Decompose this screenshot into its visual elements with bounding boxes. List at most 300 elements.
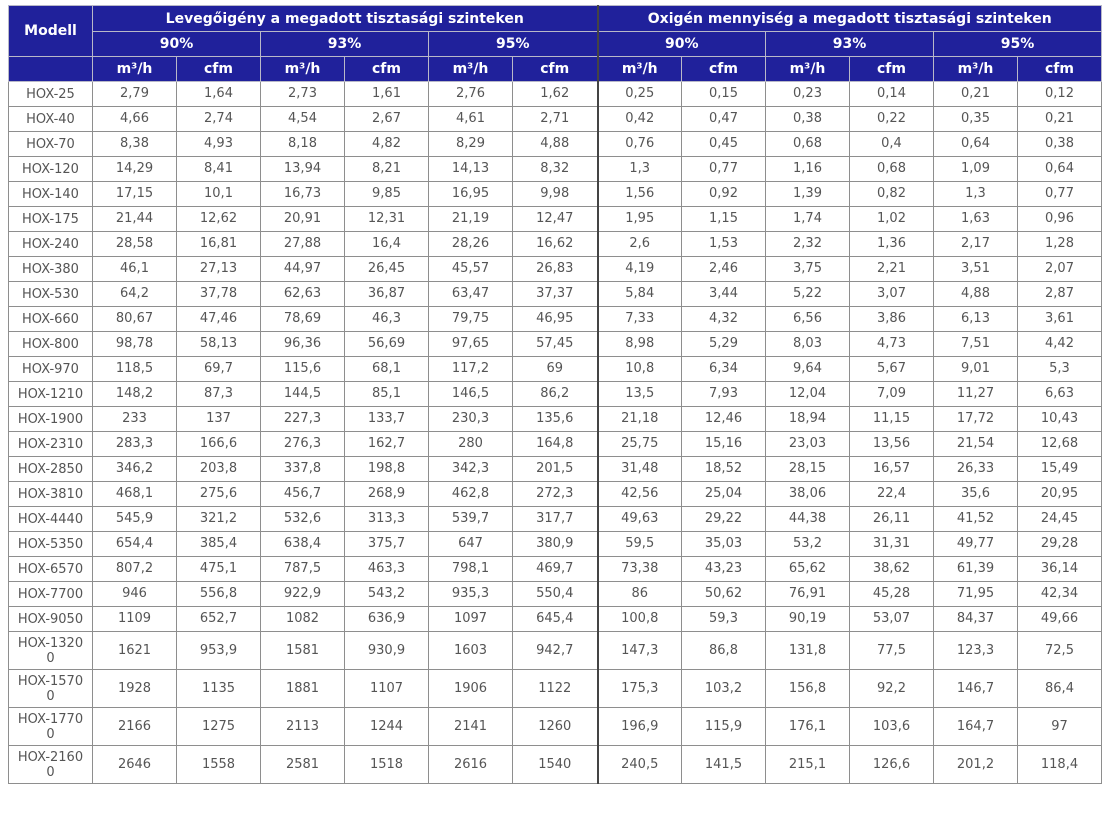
value-cell: 233: [93, 407, 177, 432]
value-cell: 144,5: [261, 382, 345, 407]
value-cell: 25,75: [598, 432, 682, 457]
model-name: HOX-13200: [17, 635, 84, 666]
value-cell: 1581: [261, 632, 345, 670]
value-cell: 86,4: [1018, 670, 1102, 708]
model-cell: [9, 382, 93, 407]
spec-table-body: [9, 82, 1102, 784]
value-cell: 2,73: [261, 82, 345, 107]
value-cell: 73,38: [598, 557, 682, 582]
value-cell: 7,33: [598, 307, 682, 332]
value-cell: 3,86: [850, 307, 934, 332]
value-cell: 76,91: [766, 582, 850, 607]
value-cell: 36,14: [1018, 557, 1102, 582]
value-cell: 0,21: [934, 82, 1018, 107]
value-cell: 23,03: [766, 432, 850, 457]
value-cell: 117,2: [429, 357, 513, 382]
value-cell: 532,6: [261, 507, 345, 532]
value-cell: 13,56: [850, 432, 934, 457]
model-cell: [9, 232, 93, 257]
model-name: HOX-3810: [17, 486, 84, 502]
value-cell: 0,38: [1018, 132, 1102, 157]
value-cell: 20,91: [261, 207, 345, 232]
value-cell: 97,65: [429, 332, 513, 357]
value-cell: 59,3: [682, 607, 766, 632]
value-cell: 4,42: [1018, 332, 1102, 357]
model-cell: [9, 557, 93, 582]
value-cell: 1109: [93, 607, 177, 632]
value-cell: 44,97: [261, 257, 345, 282]
model-cell: [9, 670, 93, 708]
value-cell: 1135: [177, 670, 261, 708]
value-cell: 50,62: [682, 582, 766, 607]
value-cell: 3,44: [682, 282, 766, 307]
value-cell: 21,44: [93, 207, 177, 232]
value-cell: 5,67: [850, 357, 934, 382]
value-cell: 0,92: [682, 182, 766, 207]
value-cell: 135,6: [513, 407, 598, 432]
value-cell: 1,95: [598, 207, 682, 232]
value-cell: 27,88: [261, 232, 345, 257]
value-cell: 0,14: [850, 82, 934, 107]
value-cell: 0,77: [1018, 182, 1102, 207]
value-cell: 65,62: [766, 557, 850, 582]
value-cell: 1928: [93, 670, 177, 708]
value-cell: 1558: [177, 746, 261, 784]
value-cell: 12,47: [513, 207, 598, 232]
unit-cfm-header: cfm: [682, 57, 766, 82]
value-cell: 1107: [345, 670, 429, 708]
value-cell: 2,79: [93, 82, 177, 107]
value-cell: 1,63: [934, 207, 1018, 232]
value-cell: 59,5: [598, 532, 682, 557]
model-cell: [9, 407, 93, 432]
value-cell: 3,61: [1018, 307, 1102, 332]
value-cell: 0,76: [598, 132, 682, 157]
value-cell: 56,69: [345, 332, 429, 357]
unit-m3h-header: m³/h: [261, 57, 345, 82]
value-cell: 37,78: [177, 282, 261, 307]
value-cell: 550,4: [513, 582, 598, 607]
value-cell: 469,7: [513, 557, 598, 582]
value-cell: 18,94: [766, 407, 850, 432]
value-cell: 45,57: [429, 257, 513, 282]
value-cell: 78,69: [261, 307, 345, 332]
value-cell: 15,16: [682, 432, 766, 457]
value-cell: 21,19: [429, 207, 513, 232]
value-cell: 69: [513, 357, 598, 382]
value-cell: 272,3: [513, 482, 598, 507]
value-cell: 4,66: [93, 107, 177, 132]
value-cell: 28,26: [429, 232, 513, 257]
value-cell: 0,21: [1018, 107, 1102, 132]
value-cell: 10,43: [1018, 407, 1102, 432]
model-name: HOX-15700: [17, 673, 84, 704]
model-cell: [9, 82, 93, 107]
value-cell: 44,38: [766, 507, 850, 532]
value-cell: 275,6: [177, 482, 261, 507]
value-cell: 0,77: [682, 157, 766, 182]
value-cell: 1,64: [177, 82, 261, 107]
value-cell: 38,62: [850, 557, 934, 582]
table-row: [9, 382, 1102, 407]
value-cell: 1603: [429, 632, 513, 670]
value-cell: 13,5: [598, 382, 682, 407]
value-cell: 462,8: [429, 482, 513, 507]
value-cell: 4,32: [682, 307, 766, 332]
value-cell: 0,22: [850, 107, 934, 132]
value-cell: 946: [93, 582, 177, 607]
value-cell: 29,28: [1018, 532, 1102, 557]
value-cell: 14,13: [429, 157, 513, 182]
value-cell: 46,3: [345, 307, 429, 332]
value-cell: 2166: [93, 708, 177, 746]
value-cell: 1540: [513, 746, 598, 784]
value-cell: 29,22: [682, 507, 766, 532]
air-group-header: Levegőigény a megadott tisztasági szinteken: [93, 6, 598, 32]
value-cell: 21,54: [934, 432, 1018, 457]
value-cell: 2113: [261, 708, 345, 746]
table-row: [9, 132, 1102, 157]
value-cell: 53,2: [766, 532, 850, 557]
value-cell: 6,56: [766, 307, 850, 332]
value-cell: 0,15: [682, 82, 766, 107]
value-cell: 2,21: [850, 257, 934, 282]
model-name: HOX-21600: [17, 749, 84, 780]
value-cell: 164,7: [934, 708, 1018, 746]
value-cell: 176,1: [766, 708, 850, 746]
value-cell: 0,35: [934, 107, 1018, 132]
value-cell: 5,22: [766, 282, 850, 307]
model-cell: [9, 157, 93, 182]
table-row: [9, 507, 1102, 532]
value-cell: 0,12: [1018, 82, 1102, 107]
value-cell: 98,78: [93, 332, 177, 357]
value-cell: 72,5: [1018, 632, 1102, 670]
value-cell: 9,85: [345, 182, 429, 207]
air-level-93: 93%: [261, 32, 429, 57]
model-cell: [9, 357, 93, 382]
value-cell: 0,96: [1018, 207, 1102, 232]
value-cell: 45,28: [850, 582, 934, 607]
value-cell: 43,23: [682, 557, 766, 582]
value-cell: 645,4: [513, 607, 598, 632]
table-row: [9, 746, 1102, 784]
value-cell: 123,3: [934, 632, 1018, 670]
value-cell: 8,21: [345, 157, 429, 182]
value-cell: 87,3: [177, 382, 261, 407]
table-row: [9, 670, 1102, 708]
value-cell: 35,03: [682, 532, 766, 557]
model-name: HOX-7700: [17, 586, 84, 602]
model-name: HOX-240: [22, 236, 79, 252]
table-row: [9, 632, 1102, 670]
value-cell: 35,6: [934, 482, 1018, 507]
value-cell: 456,7: [261, 482, 345, 507]
value-cell: 652,7: [177, 607, 261, 632]
value-cell: 647: [429, 532, 513, 557]
value-cell: 0,68: [850, 157, 934, 182]
value-cell: 90,19: [766, 607, 850, 632]
value-cell: 342,3: [429, 457, 513, 482]
value-cell: 922,9: [261, 582, 345, 607]
model-cell: [9, 307, 93, 332]
value-cell: 215,1: [766, 746, 850, 784]
value-cell: 49,63: [598, 507, 682, 532]
value-cell: 2,71: [513, 107, 598, 132]
value-cell: 4,88: [934, 282, 1018, 307]
value-cell: 26,33: [934, 457, 1018, 482]
value-cell: 545,9: [93, 507, 177, 532]
value-cell: 16,95: [429, 182, 513, 207]
spec-table-container: [8, 5, 1102, 784]
table-row: [9, 232, 1102, 257]
value-cell: 8,03: [766, 332, 850, 357]
model-cell: [9, 432, 93, 457]
air-level-95: 95%: [429, 32, 598, 57]
unit-m3h-header: m³/h: [93, 57, 177, 82]
model-cell: [9, 457, 93, 482]
model-name: HOX-25: [26, 86, 75, 102]
value-cell: 97: [1018, 708, 1102, 746]
value-cell: 16,81: [177, 232, 261, 257]
value-cell: 12,68: [1018, 432, 1102, 457]
value-cell: 283,3: [93, 432, 177, 457]
value-cell: 41,52: [934, 507, 1018, 532]
value-cell: 942,7: [513, 632, 598, 670]
model-cell: [9, 182, 93, 207]
value-cell: 146,7: [934, 670, 1018, 708]
value-cell: 26,11: [850, 507, 934, 532]
value-cell: 15,49: [1018, 457, 1102, 482]
value-cell: 1,36: [850, 232, 934, 257]
table-row: [9, 582, 1102, 607]
value-cell: 14,29: [93, 157, 177, 182]
value-cell: 1,09: [934, 157, 1018, 182]
value-cell: 3,51: [934, 257, 1018, 282]
value-cell: 0,38: [766, 107, 850, 132]
value-cell: 1,53: [682, 232, 766, 257]
value-cell: 1518: [345, 746, 429, 784]
value-cell: 2,6: [598, 232, 682, 257]
model-name: HOX-2310: [17, 436, 84, 452]
value-cell: 156,8: [766, 670, 850, 708]
value-cell: 11,27: [934, 382, 1018, 407]
value-cell: 61,39: [934, 557, 1018, 582]
value-cell: 84,37: [934, 607, 1018, 632]
value-cell: 115,6: [261, 357, 345, 382]
table-row: [9, 482, 1102, 507]
table-row: [9, 557, 1102, 582]
value-cell: 147,3: [598, 632, 682, 670]
value-cell: 8,98: [598, 332, 682, 357]
unit-m3h-header: m³/h: [934, 57, 1018, 82]
value-cell: 86: [598, 582, 682, 607]
value-cell: 196,9: [598, 708, 682, 746]
value-cell: 12,62: [177, 207, 261, 232]
value-cell: 31,31: [850, 532, 934, 557]
model-cell: [9, 207, 93, 232]
value-cell: 2141: [429, 708, 513, 746]
value-cell: 148,2: [93, 382, 177, 407]
unit-m3h-header: m³/h: [429, 57, 513, 82]
value-cell: 636,9: [345, 607, 429, 632]
value-cell: 12,04: [766, 382, 850, 407]
value-cell: 468,1: [93, 482, 177, 507]
table-row: [9, 407, 1102, 432]
table-row: [9, 432, 1102, 457]
value-cell: 930,9: [345, 632, 429, 670]
value-cell: 321,2: [177, 507, 261, 532]
value-cell: 31,48: [598, 457, 682, 482]
value-cell: 10,1: [177, 182, 261, 207]
table-row: [9, 257, 1102, 282]
value-cell: 141,5: [682, 746, 766, 784]
value-cell: 28,58: [93, 232, 177, 257]
value-cell: 807,2: [93, 557, 177, 582]
oxygen-level-90: 90%: [598, 32, 766, 57]
value-cell: 313,3: [345, 507, 429, 532]
value-cell: 240,5: [598, 746, 682, 784]
model-cell: [9, 708, 93, 746]
value-cell: 96,36: [261, 332, 345, 357]
unit-cfm-header: cfm: [345, 57, 429, 82]
value-cell: 4,19: [598, 257, 682, 282]
value-cell: 80,67: [93, 307, 177, 332]
value-cell: 47,46: [177, 307, 261, 332]
model-name: HOX-2850: [17, 461, 84, 477]
value-cell: 0,42: [598, 107, 682, 132]
value-cell: 1881: [261, 670, 345, 708]
value-cell: 126,6: [850, 746, 934, 784]
value-cell: 8,18: [261, 132, 345, 157]
value-cell: 36,87: [345, 282, 429, 307]
table-row: [9, 182, 1102, 207]
table-row: [9, 157, 1102, 182]
value-cell: 4,54: [261, 107, 345, 132]
model-cell: [9, 282, 93, 307]
value-cell: 1,56: [598, 182, 682, 207]
value-cell: 203,8: [177, 457, 261, 482]
value-cell: 230,3: [429, 407, 513, 432]
value-cell: 13,94: [261, 157, 345, 182]
value-cell: 26,83: [513, 257, 598, 282]
unit-m3h-header: m³/h: [766, 57, 850, 82]
value-cell: 46,1: [93, 257, 177, 282]
value-cell: 1,61: [345, 82, 429, 107]
value-cell: 12,46: [682, 407, 766, 432]
model-name: HOX-6570: [17, 561, 84, 577]
value-cell: 0,4: [850, 132, 934, 157]
model-cell: [9, 107, 93, 132]
unit-cfm-header: cfm: [513, 57, 598, 82]
model-cell: [9, 482, 93, 507]
value-cell: 46,95: [513, 307, 598, 332]
value-cell: 375,7: [345, 532, 429, 557]
value-cell: 1,16: [766, 157, 850, 182]
value-cell: 475,1: [177, 557, 261, 582]
model-cell: [9, 332, 93, 357]
value-cell: 1244: [345, 708, 429, 746]
table-row: [9, 457, 1102, 482]
value-cell: 166,6: [177, 432, 261, 457]
value-cell: 935,3: [429, 582, 513, 607]
value-cell: 10,8: [598, 357, 682, 382]
value-cell: 38,06: [766, 482, 850, 507]
value-cell: 115,9: [682, 708, 766, 746]
value-cell: 85,1: [345, 382, 429, 407]
value-cell: 337,8: [261, 457, 345, 482]
value-cell: 4,93: [177, 132, 261, 157]
oxygen-level-95: 95%: [934, 32, 1102, 57]
value-cell: 12,31: [345, 207, 429, 232]
value-cell: 0,64: [934, 132, 1018, 157]
value-cell: 18,52: [682, 457, 766, 482]
value-cell: 1,02: [850, 207, 934, 232]
value-cell: 16,4: [345, 232, 429, 257]
value-cell: 162,7: [345, 432, 429, 457]
oxygen-level-93: 93%: [766, 32, 934, 57]
value-cell: 276,3: [261, 432, 345, 457]
value-cell: 0,45: [682, 132, 766, 157]
value-cell: 53,07: [850, 607, 934, 632]
value-cell: 198,8: [345, 457, 429, 482]
model-cell: [9, 132, 93, 157]
value-cell: 175,3: [598, 670, 682, 708]
model-cell: [9, 532, 93, 557]
value-cell: 1,39: [766, 182, 850, 207]
value-cell: 69,7: [177, 357, 261, 382]
value-cell: 37,37: [513, 282, 598, 307]
table-row: [9, 282, 1102, 307]
value-cell: 543,2: [345, 582, 429, 607]
value-cell: 68,1: [345, 357, 429, 382]
unit-cfm-header: cfm: [177, 57, 261, 82]
value-cell: 8,38: [93, 132, 177, 157]
value-cell: 49,66: [1018, 607, 1102, 632]
value-cell: 6,13: [934, 307, 1018, 332]
value-cell: 25,04: [682, 482, 766, 507]
unit-cfm-header: cfm: [1018, 57, 1102, 82]
value-cell: 2,67: [345, 107, 429, 132]
value-cell: 103,6: [850, 708, 934, 746]
value-cell: 137: [177, 407, 261, 432]
value-cell: 1260: [513, 708, 598, 746]
value-cell: 3,75: [766, 257, 850, 282]
value-cell: 1,3: [934, 182, 1018, 207]
value-cell: 1275: [177, 708, 261, 746]
value-cell: 2616: [429, 746, 513, 784]
value-cell: 86,8: [682, 632, 766, 670]
value-cell: 654,4: [93, 532, 177, 557]
value-cell: 9,64: [766, 357, 850, 382]
value-cell: 0,68: [766, 132, 850, 157]
value-cell: 2,76: [429, 82, 513, 107]
value-cell: 4,73: [850, 332, 934, 357]
value-cell: 9,01: [934, 357, 1018, 382]
value-cell: 16,57: [850, 457, 934, 482]
table-row: [9, 532, 1102, 557]
value-cell: 63,47: [429, 282, 513, 307]
value-cell: 6,34: [682, 357, 766, 382]
model-cell: [9, 746, 93, 784]
air-level-90: 90%: [93, 32, 261, 57]
value-cell: 16,73: [261, 182, 345, 207]
value-cell: 131,8: [766, 632, 850, 670]
value-cell: 164,8: [513, 432, 598, 457]
model-name: HOX-17700: [17, 711, 84, 742]
value-cell: 1082: [261, 607, 345, 632]
value-cell: 9,98: [513, 182, 598, 207]
